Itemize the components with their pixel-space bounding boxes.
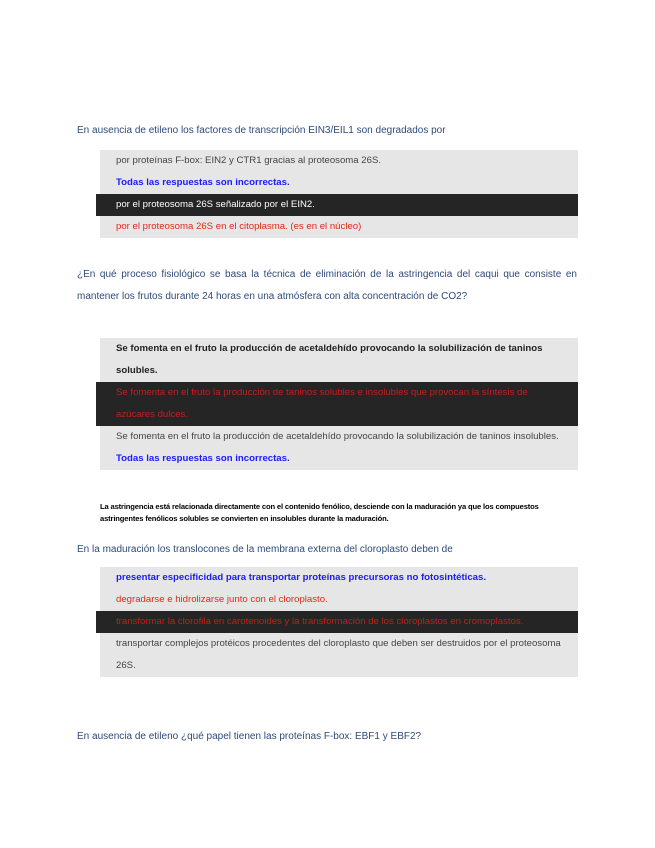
option-1d[interactable]: por el proteosoma 26S en el citoplasma. (es en el núcleo) <box>116 221 362 232</box>
option-3d[interactable]: transportar complejos protéicos procedentes del cloroplasto que deben ser destruidos por el proteosoma 26S. <box>116 638 561 671</box>
option-3c[interactable]: transformar la clorofila en carotenoides y la transformación de los cloroplastos en cromoplastos. <box>96 611 578 633</box>
option-2c[interactable]: Se fomenta en el fruto la producción de acetaldehído provocando la solubilización de taninos insolubles. <box>116 431 559 442</box>
question-3-options <box>100 567 578 677</box>
option-2b[interactable]: Se fomenta en el fruto la producción de taninos solubles e insolubles que provocan la síntesis de azúcares dulces. <box>96 382 578 426</box>
question-2-options <box>100 338 578 470</box>
option-3b[interactable]: degradarse e hidrolizarse junto con el cloroplasto. <box>116 594 328 605</box>
option-2d[interactable]: Todas las respuestas son incorrectas. <box>116 453 290 464</box>
question-3-text: En la maduración los translocones de la membrana externa del cloroplasto deben de <box>77 544 453 555</box>
question-1-text: En ausencia de etileno los factores de transcripción EIN3/EIL1 son degradados por <box>77 125 446 136</box>
option-1b[interactable]: Todas las respuestas son incorrectas. <box>116 177 290 188</box>
question-2-note: La astringencia está relacionada directamente con el contenido fenólico, desciende con la maduración ya que los compuestos astringentes fenólicos solubles se convierten en insolubles durante la maduración. <box>100 502 539 523</box>
option-3a[interactable]: presentar especificidad para transportar proteínas precursoras no fotosintéticas. <box>116 572 487 583</box>
question-1-options <box>100 150 578 238</box>
question-2-text: ¿En qué proceso fisiológico se basa la técnica de eliminación de la astringencia del caqui que consiste en mantener los frutos durante 24 horas en una atmósfera con alta concentración de CO2? <box>77 269 577 302</box>
question-4-text: En ausencia de etileno ¿qué papel tienen las proteínas F-box: EBF1 y EBF2? <box>77 731 422 742</box>
option-1a[interactable]: por proteínas F-box: EIN2 y CTR1 gracias al proteosoma 26S. <box>116 155 382 166</box>
option-2a[interactable]: Se fomenta en el fruto la producción de acetaldehído provocando la solubilización de taninos solubles. <box>116 343 543 376</box>
option-1c[interactable]: por el proteosoma 26S señalizado por el EIN2. <box>96 194 578 216</box>
